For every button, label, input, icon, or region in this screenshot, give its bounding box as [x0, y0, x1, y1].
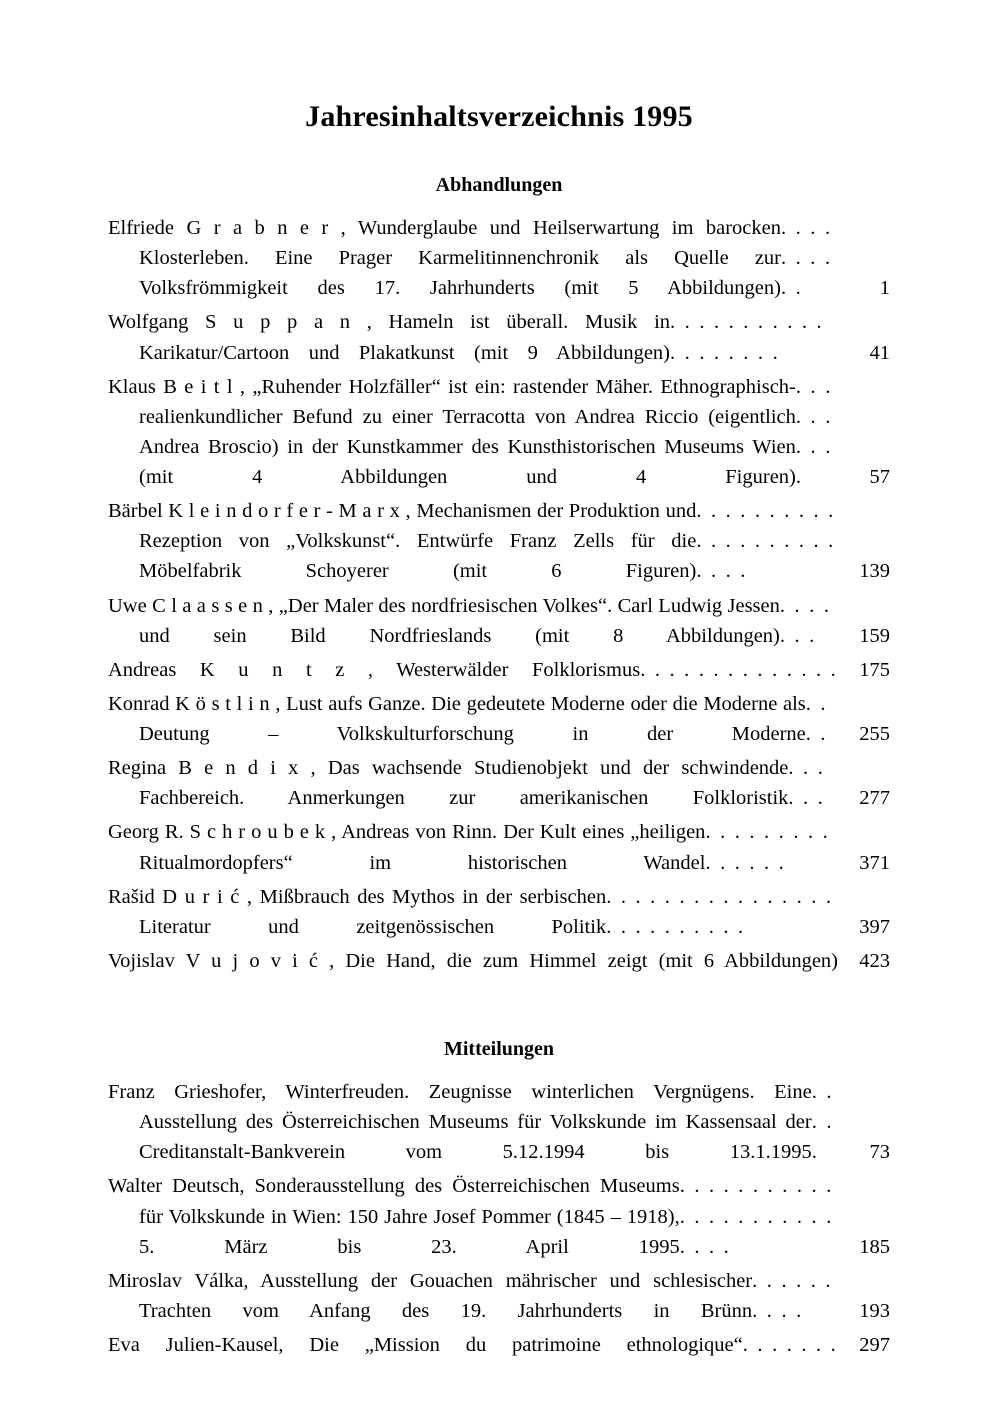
entry-leader: . . . . . . . . . . . . . . . . . . . . . . . . . . [606, 885, 834, 938]
list-item [108, 689, 890, 749]
entry-title: Rašid D u r i ć , Mißbrauch des Mythos in der serbischen Literatur und zeitgenössischen Politik [108, 885, 607, 938]
list-item [108, 655, 890, 685]
list-item [108, 307, 890, 367]
list-item [108, 1171, 890, 1261]
list-item [108, 496, 890, 586]
entry-title: Wolfgang S u p p a n , Hameln ist überall. Musik in Karikatur/Cartoon und Plakatkunst (mit 9 Abbildungen) [108, 311, 671, 364]
entry-title: Walter Deutsch, Sonderausstellung des Österreichischen Museums für Volkskunde in Wien: 150 Jahre Josef Pommer (1845 – 1918), 5. März bis 23. April 1995 [108, 1175, 680, 1258]
entry-leader: . . . . [805, 692, 828, 745]
entry-title: Regina B e n d i x , Das wachsende Studienobjekt und der schwindende Fachbereich. Anmerkungen zur amerikanischen Folkloristik [108, 757, 789, 810]
list-item [108, 946, 890, 976]
toc-list-mitteilungen [108, 1077, 890, 1360]
entry-page-number: 397 [859, 915, 890, 938]
entry-page-number: 73 [869, 1141, 890, 1164]
list-item [108, 753, 890, 813]
entry-page-number: 139 [859, 560, 890, 583]
entry-leader: . . . . . . . . . . . . . . . [705, 821, 830, 874]
list-item [108, 1330, 890, 1360]
entry-leader: . . . . . . . . . . [752, 1269, 833, 1322]
entry-page-number: 185 [859, 1235, 890, 1258]
entry-title: Uwe C l a a s s e n , „Der Maler des nordfriesischen Volkes“. Carl Ludwig Jessen und sein Bild Nordfrieslands (mit 8 Abbildungen) [108, 594, 780, 647]
section-heading-mitteilungen: Mitteilungen [444, 1038, 554, 1060]
entry-title: Eva Julien-Kausel, Die „Mission du patrimoine ethnologique“ [108, 1334, 743, 1356]
entry-leader: . . . . . . . [742, 1334, 838, 1356]
entry-leader: . . . . . . . . . . [795, 375, 833, 488]
page-content [108, 100, 890, 1364]
entry-leader: . . . . . . . . . . . . . . [640, 658, 838, 681]
entry-page-number: 371 [859, 851, 890, 874]
entry-page-number: 159 [859, 624, 890, 647]
list-item [108, 817, 890, 877]
entry-title: Franz Grieshofer, Winterfreuden. Zeugnisse winterlichen Vergnügens. Eine Ausstellung des Österreichischen Museums für Volkskunde im Kassensaal der Creditanstalt-Bankverein vom 5.12.1994 bis 13.1.1995 [108, 1081, 812, 1164]
list-item [108, 372, 890, 493]
entry-title: Miroslav Válka, Ausstellung der Gouachen mährischer und schlesischer Trachten vom Anfang des 19. Jahrhunderts in Brünn [108, 1269, 753, 1322]
entry-title: Klaus B e i t l , „Ruhender Holzfäller“ ist ein: rastender Mäher. Ethnographisch-realienkundlicher Befund zu einer Terracotta von Andrea Riccio (eigentlich Andrea Broscio) in der Kunstkammer des Kunsthistorischen Museums Wien (mit 4 Abbildungen und 4 Figuren) [108, 375, 796, 488]
entry-page-number: 175 [859, 658, 890, 681]
entry-page-number: 255 [859, 723, 890, 745]
list-item [108, 213, 890, 303]
toc-list-abhandlungen [108, 213, 890, 976]
list-item [108, 591, 890, 651]
entry-title: Elfriede G r a b n e r , Wunderglaube und Heilserwartung im barocken Klosterleben. Eine Prager Karmelitinnenchronik als Quelle zur Volksfrömmigkeit des 17. Jahrhunderts (mit 5 Abbildungen) [108, 217, 781, 300]
page-title: Jahresinhaltsverzeichnis 1995 [305, 100, 693, 133]
entry-page-number: 277 [859, 787, 890, 810]
list-item [108, 882, 890, 942]
list-item [108, 1077, 890, 1167]
entry-title: Bärbel K l e i n d o r f e r - M a r x , Mechanismen der Produktion und Rezeption von „Volkskunst“. Entwürfe Franz Zells für die Möbelfabrik Schoyerer (mit 6 Figuren) [108, 500, 697, 583]
entry-leader: . . . . . . [788, 757, 826, 810]
entry-page-number: 41 [869, 341, 890, 364]
list-item [108, 1266, 890, 1326]
entry-leader: . . . . . . . . . . . . . . . . . . . [670, 311, 824, 364]
entry-leader: . . . . . . . . . . [781, 217, 833, 300]
entry-page-number: 57 [869, 466, 890, 488]
entry-leader: . . . . . [811, 1081, 834, 1164]
section-heading-abhandlungen: Abhandlungen [435, 174, 563, 196]
entry-page-number: 193 [859, 1299, 890, 1322]
entry-page-number: 297 [859, 1334, 890, 1356]
entry-leader: . . . . . . . [779, 594, 832, 647]
entry-title: Andreas K u n t z , Westerwälder Folklorismus [108, 658, 641, 681]
entry-title: Vojislav V u j o v i ć , Die Hand, die zum Himmel zeigt (mit 6 Abbildungen) [108, 949, 838, 972]
entry-page-number: 423 [859, 949, 890, 972]
entry-page-number: 1 [879, 277, 890, 300]
entry-leader: . . . . . . . . . . . . . . . . . . . . . . . . [696, 500, 836, 583]
entry-title: Konrad K ö s t l i n , Lust aufs Ganze. Die gedeutete Moderne oder die Moderne als Deutung – Volkskulturforschung in der Moderne [108, 692, 806, 745]
entry-leader: . . . . . . . . . . . . . . . . . . . . . . . . . . [679, 1175, 834, 1258]
entry-title: Georg R. S c h r o u b e k , Andreas von Rinn. Der Kult eines „heiligen Ritualmordopfers“ im historischen Wandel [108, 821, 706, 874]
